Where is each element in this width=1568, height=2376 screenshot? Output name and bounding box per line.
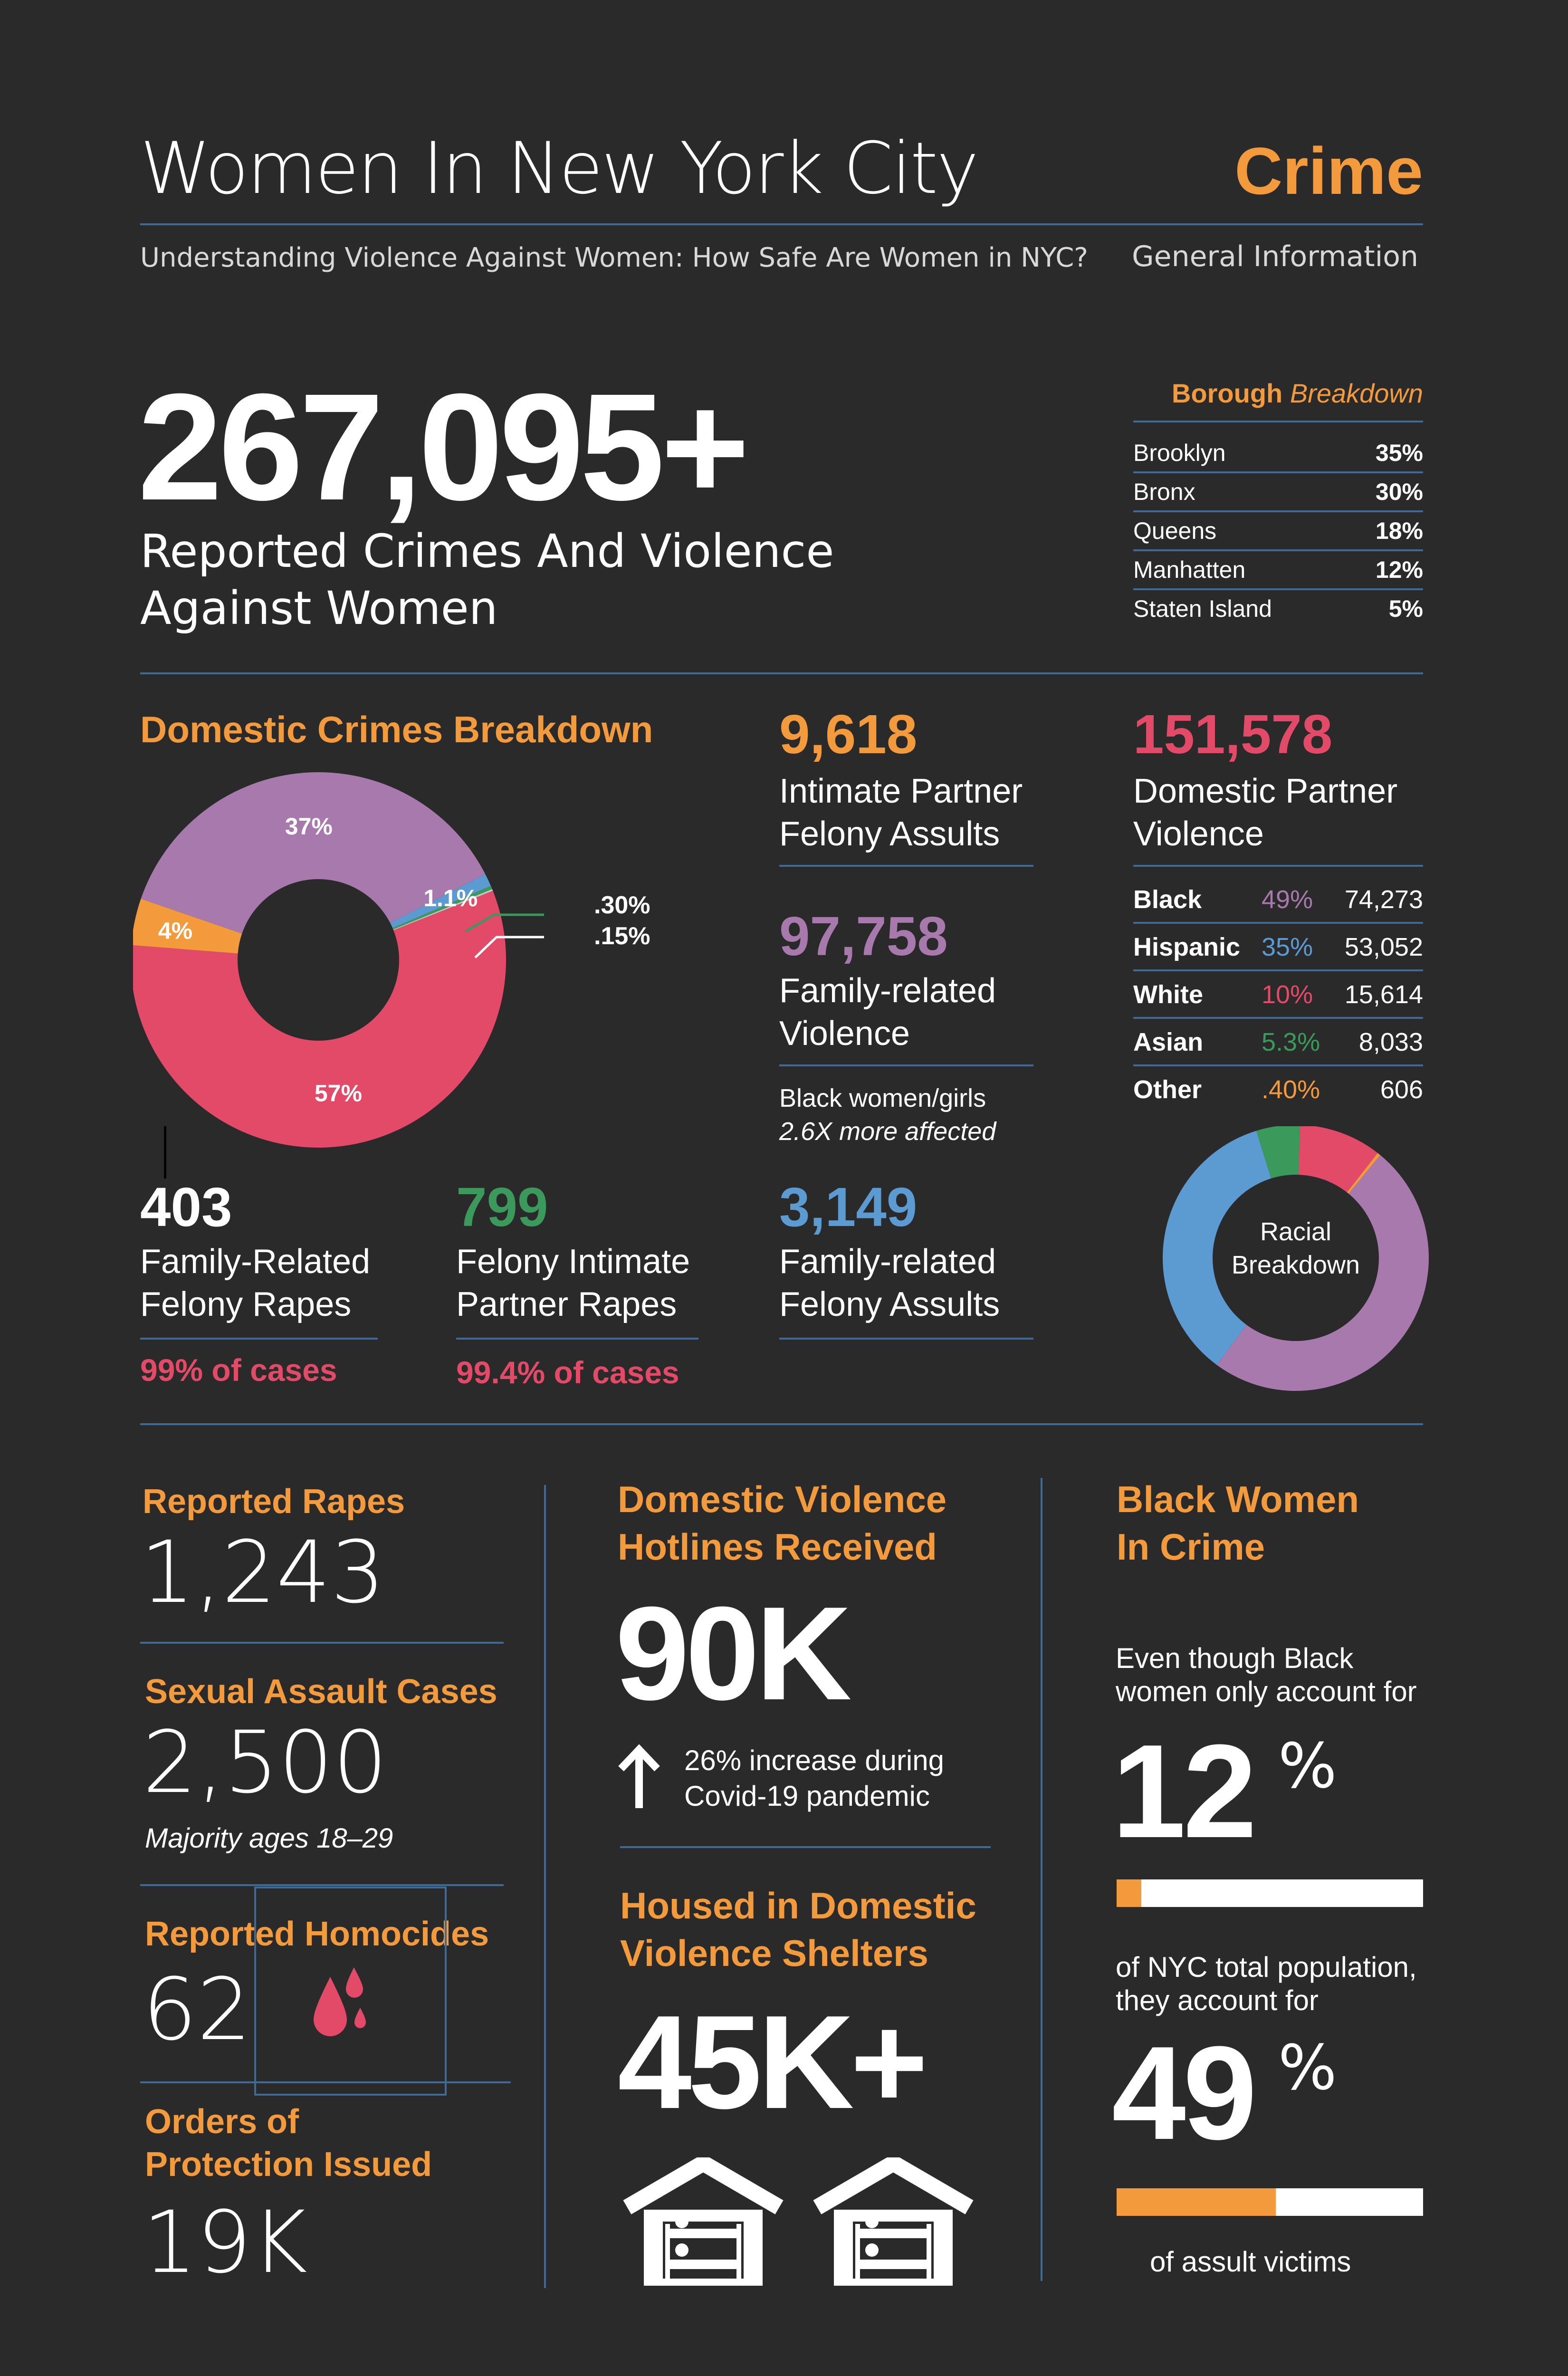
race-name: Asian <box>1133 1028 1204 1056</box>
family-violence-label-1: Family-related <box>779 972 996 1010</box>
family-violence-number: 97,758 <box>779 905 948 967</box>
donut-slice-label: 4% <box>158 917 193 944</box>
hero-divider <box>140 672 1423 674</box>
hotline-title-2: Hotlines Received <box>618 1526 937 1568</box>
family-rapes-label-1: Family-Related <box>140 1243 371 1281</box>
section-label: General Information <box>1132 240 1418 273</box>
victim-bar <box>1117 2188 1423 2216</box>
partner-rapes-divider <box>456 1338 698 1340</box>
race-pct: 49% <box>1262 885 1313 914</box>
population-pct-sign: % <box>1278 1730 1337 1802</box>
black-women-text-1a: Even though Black <box>1116 1642 1354 1674</box>
race-row <box>1133 1017 1423 1066</box>
hotline-note-1: 26% increase during <box>684 1744 945 1776</box>
race-pct: .40% <box>1262 1075 1320 1104</box>
borough-row <box>1133 432 1423 473</box>
dp-violence-label-1: Domestic Partner <box>1133 772 1398 810</box>
race-count: 74,273 <box>1344 885 1423 914</box>
partner-rapes-pct: 99.4% of cases <box>456 1355 679 1390</box>
dp-violence-number: 151,578 <box>1133 703 1333 765</box>
page-subtitle: Understanding Violence Against Women: How Safe Are Women in NYC? <box>140 242 1089 273</box>
family-assault-divider <box>779 1338 1033 1340</box>
victim-pct-sign: % <box>1278 2031 1337 2104</box>
borough-row <box>1133 588 1423 627</box>
shelter-title-2: Violence Shelters <box>620 1932 928 1974</box>
borough-pct: 5% <box>1388 595 1423 622</box>
borough-row <box>1133 471 1423 512</box>
population-bar-fill <box>1117 1879 1141 1907</box>
orders-title-1: Orders of <box>145 2103 299 2141</box>
family-rapes-number: 403 <box>140 1176 232 1238</box>
sexual-note: Majority ages 18–29 <box>145 1823 393 1854</box>
black-women-text-2b: they account for <box>1116 1984 1319 2016</box>
donut-slice-label: 57% <box>314 1080 362 1107</box>
hero-caption-1: Reported Crimes And Violence <box>140 525 834 578</box>
family-violence-label-2: Violence <box>779 1015 910 1053</box>
partner-rapes-label-1: Felony Intimate <box>456 1243 690 1281</box>
sexual-value: 2,500 <box>143 1713 388 1812</box>
borough-name: Queens <box>1133 517 1217 544</box>
ip-assault-label-2: Felony Assults <box>779 815 1000 853</box>
race-count: 8,033 <box>1358 1028 1423 1056</box>
borough-name: Brooklyn <box>1133 440 1226 466</box>
black-women-text-1b: women only account for <box>1116 1676 1417 1707</box>
shelter-house-icon <box>618 2157 789 2288</box>
family-violence-note-2: 2.6X more affected <box>779 1117 996 1146</box>
population-bar <box>1117 1879 1423 1907</box>
domestic-label-015: .15% <box>594 922 650 950</box>
race-name: White <box>1133 980 1203 1009</box>
race-row <box>1133 922 1423 971</box>
ip-assault-number: 9,618 <box>779 703 918 765</box>
black-women-text-2a: of NYC total population, <box>1116 1951 1417 1983</box>
racial-donut-label-2: Breakdown <box>1231 1251 1360 1279</box>
ip-assault-label-1: Intimate Partner <box>779 772 1023 810</box>
race-count: 15,614 <box>1344 980 1423 1009</box>
domestic-divider <box>140 1423 1423 1425</box>
homicide-value: 62 <box>143 1960 252 2060</box>
column-divider-2 <box>1041 1478 1042 2281</box>
borough-title-divider <box>1133 421 1423 422</box>
cursor-mark <box>164 1126 166 1178</box>
racial-donut-label-1: Racial <box>1260 1217 1332 1246</box>
family-assault-label-1: Family-related <box>779 1243 996 1281</box>
family-violence-divider <box>779 1064 1033 1066</box>
family-rapes-label-2: Felony Rapes <box>140 1285 352 1323</box>
victim-value: 49 <box>1112 2019 1254 2167</box>
donut-slice-label: 37% <box>285 813 333 840</box>
shelter-title-1: Housed in Domestic <box>620 1885 976 1926</box>
victim-bar-fill <box>1117 2188 1276 2216</box>
shelter-value: 45K+ <box>618 1988 925 2136</box>
hero-caption-2: Against Women <box>140 582 498 635</box>
race-pct: 10% <box>1262 980 1313 1009</box>
dp-violence-label-2: Violence <box>1133 815 1264 853</box>
domestic-donut-chart <box>133 770 561 1159</box>
column-divider-1 <box>544 1485 546 2288</box>
borough-name: Manhatten <box>1133 556 1246 583</box>
family-violence-note-1: Black women/girls <box>779 1084 986 1112</box>
dp-violence-divider <box>1133 865 1423 867</box>
family-rapes-pct: 99% of cases <box>140 1352 337 1388</box>
homicide-title: Reported Homocides <box>145 1915 489 1953</box>
hotline-title-1: Domestic Violence <box>618 1478 947 1520</box>
rapes-divider <box>140 1642 504 1644</box>
hotline-divider <box>620 1846 991 1848</box>
donut-slice <box>1163 1131 1271 1365</box>
domestic-label-030: .30% <box>594 891 650 919</box>
race-name: Black <box>1133 885 1202 914</box>
borough-row <box>1133 549 1423 590</box>
partner-rapes-label-2: Partner Rapes <box>456 1285 677 1323</box>
race-row <box>1133 1064 1423 1112</box>
borough-pct: 18% <box>1375 517 1423 544</box>
hotline-note-2: Covid-19 pandemic <box>684 1780 930 1812</box>
family-assault-label-2: Felony Assults <box>779 1285 1000 1323</box>
borough-title-italic: Breakdown <box>1290 378 1423 408</box>
race-count: 53,052 <box>1344 933 1423 961</box>
orders-title-2: Protection Issued <box>145 2146 432 2184</box>
orders-value: 19K <box>143 2193 308 2292</box>
race-count: 606 <box>1380 1075 1423 1104</box>
sexual-divider <box>140 1884 504 1886</box>
blood-drops-icon <box>309 1963 371 2043</box>
population-value: 12 <box>1112 1717 1254 1866</box>
race-row <box>1133 874 1423 924</box>
borough-name: Bronx <box>1133 479 1195 505</box>
borough-pct: 12% <box>1375 556 1423 583</box>
header-divider <box>140 223 1423 225</box>
borough-title <box>1172 378 1423 409</box>
hero-number: 267,095+ <box>138 362 746 532</box>
borough-pct: 30% <box>1375 479 1423 505</box>
domestic-title: Domestic Crimes Breakdown <box>140 709 653 750</box>
rapes-value: 1,243 <box>140 1523 385 1622</box>
black-women-title-2: In Crime <box>1117 1526 1265 1568</box>
borough-name: Staten Island <box>1133 595 1272 622</box>
family-rapes-divider <box>140 1338 378 1340</box>
black-women-text-3: of assult victims <box>1150 2246 1351 2278</box>
borough-row <box>1133 510 1423 551</box>
borough-title-bold: Borough <box>1171 378 1283 408</box>
page-title: Women In New York City <box>140 127 977 210</box>
race-name: Other <box>1133 1075 1202 1104</box>
homicide-divider <box>140 2081 511 2083</box>
partner-rapes-number: 799 <box>456 1176 548 1238</box>
race-pct: 5.3% <box>1262 1028 1320 1056</box>
borough-pct: 35% <box>1375 440 1423 466</box>
race-row <box>1133 969 1423 1019</box>
sexual-title: Sexual Assault Cases <box>145 1673 497 1711</box>
race-pct: 35% <box>1262 933 1313 961</box>
race-name: Hispanic <box>1133 933 1241 961</box>
black-women-title-1: Black Women <box>1117 1478 1359 1520</box>
racial-donut-chart <box>1155 1126 1430 1402</box>
category-title: Crime <box>1234 134 1423 208</box>
arrow-up-icon <box>615 1744 663 1811</box>
donut-slice-label: 1.1% <box>423 885 478 912</box>
ip-assault-divider <box>779 865 1033 867</box>
shelter-house-icon <box>808 2157 979 2288</box>
family-assault-number: 3,149 <box>779 1176 918 1238</box>
rapes-title: Reported Rapes <box>143 1483 405 1521</box>
hotline-value: 90K <box>615 1580 848 1728</box>
